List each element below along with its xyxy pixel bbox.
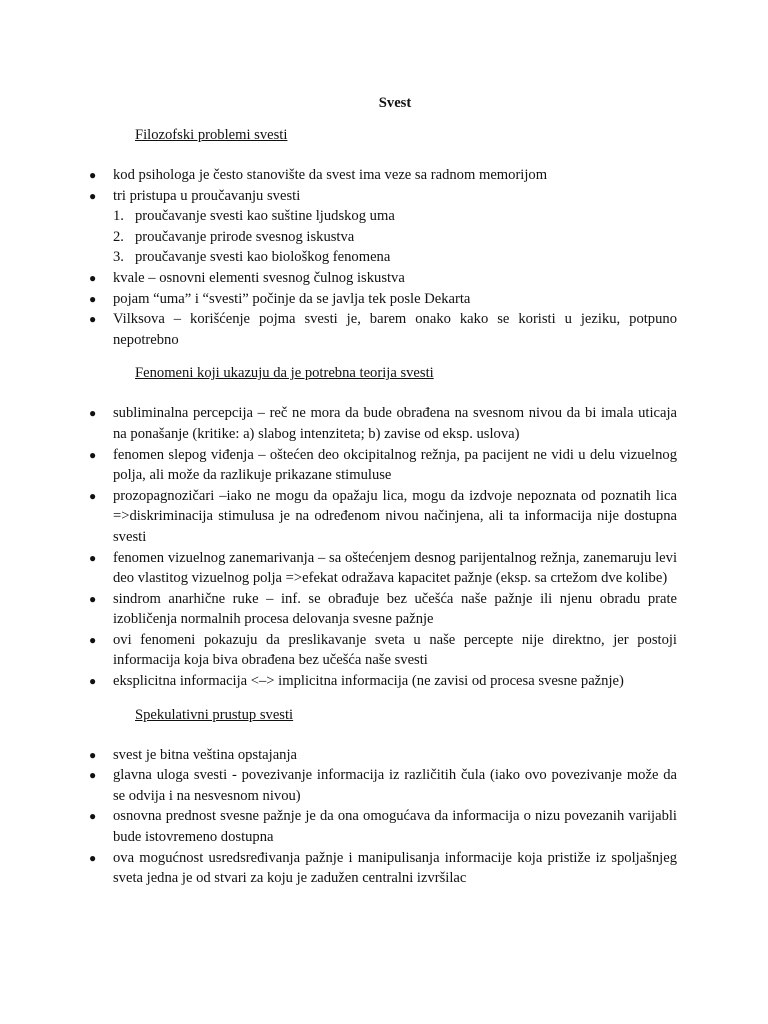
list-item: ● eksplicitna informacija <–> implicitna informacija (ne zavisi od procesa svesne pažnje) [113,671,677,692]
list-item: ● ova mogućnost usredsređivanja pažnje i manipulisanja informacije koja pristiže iz spoljašnjeg sveta jedna je od stvari za koju je zadužen centralni izvršilac [89,849,677,887]
numbered-item: 2. proučavanje prirode svesnog iskustva [113,227,677,248]
list-item: ● prozopagnozičari –iako ne mogu da opažaju lica, mogu da izdvoje nepoznata od poznatih lica =>diskriminacija stimulusa je na određenom nivou načinjena, ali ta informacija nije dostupna svesti [89,487,677,545]
list-item: ● osnovna prednost svesne pažnje je da ona omogućava da informacija o nizu povezanih varijabli bude istovremeno dostupna [89,808,677,846]
section-heading: Spekulativni prustup svesti [135,706,294,723]
bullet-icon: ● [89,312,97,327]
list-item: ● ovi fenomeni pokazuju da preslikavanje sveta u naše percepte nije direktno, jer postoji informacija koja biva obrađena bez učešća naše svesti [89,631,677,669]
bullet-icon: ● [89,188,97,203]
section-heading: Fenomeni koji ukazuju da je potrebna teorija svesti [135,365,434,382]
bullet-icon: ● [89,291,97,306]
bullet-icon: ● [89,270,97,285]
number-marker: 3. [113,249,124,266]
bullet-icon: ● [89,488,97,503]
bullet-icon: ● [89,447,97,462]
list-item: ● Vilksova – korišćenje pojma svesti je, barem onako kako se koristi u jeziku, potpuno nepotrebno [89,311,677,348]
number-marker: 2. [113,228,124,245]
list-item: ● pojam “uma” i “svesti” počinje da se javlja tek posle Dekarta [113,289,677,310]
numbered-item: 1. proučavanje svesti kao suštine ljudskog uma [113,206,677,227]
bullet-icon: ● [89,168,97,182]
section-filozofski-problemi [89,124,677,362]
section-fenomeni [89,362,677,703]
list-item: ● kvale – osnovni elementi svesnog čulnog iskustva [113,268,677,289]
bullet-icon: ● [89,550,97,565]
numbered-item: 3. proučavanje svesti kao biološkog fenomena [113,247,677,268]
bullet-icon: ● [89,768,97,783]
list-item: ● sindrom anarhične ruke – inf. se obrađuje bez učešća naše pažnje ili njenu obradu prate izobličenja normalnih procesa delovanja svesne pažnje [89,590,677,628]
list-item: ● kod psihologa je često stanovište da svest ima veze sa radnom memorijom [113,165,677,186]
bullet-icon: ● [89,591,97,606]
number-marker: 1. [113,208,124,225]
list-item: ● fenomen vizuelnog zanemarivanja – sa oštećenjem desnog parijentalnog režnja, zanemaruju levi deo vlastitog vizuelnog polja =>efekat odražava kapacitet pažnje (eksp. sa crtežom dve kolibe) [89,549,677,587]
document-title: Svest [378,95,412,111]
bullet-icon: ● [89,809,97,824]
section-spekulativni [89,704,677,889]
section-heading: Filozofski problemi svesti [135,127,288,143]
bullet-list [89,403,677,691]
bullet-icon: ● [89,632,97,647]
list-item: ● subliminalna percepcija – reč ne mora da bude obrađena na svesnom nivou da bi imala uticaja na ponašanje (kritike: a) slabog intenziteta; b) zavise od eksp. uslova) [89,405,677,442]
list-item: ● fenomen slepog viđenja – oštećen deo okcipitalnog režnja, pa pacijent ne vidi u delu vizuelnog polja, ali može da razlikuje prikazane stimuluse [89,446,677,484]
bullet-list [89,745,677,889]
list-item: ● tri pristupa u proučavanju svesti [113,186,677,207]
bullet-list [89,165,677,350]
bullet-icon: ● [89,850,97,865]
document-page [89,92,677,889]
bullet-icon: ● [89,406,97,421]
bullet-icon: ● [89,674,97,689]
bullet-icon: ● [89,747,97,762]
list-item: ● svest je bitna veština opstajanja [113,745,677,766]
list-item: ● glavna uloga svesti - povezivanje informacija iz različitih čula (iako ovo povezivanje može da se odvija i na nesvesnom nivou) [89,767,677,804]
